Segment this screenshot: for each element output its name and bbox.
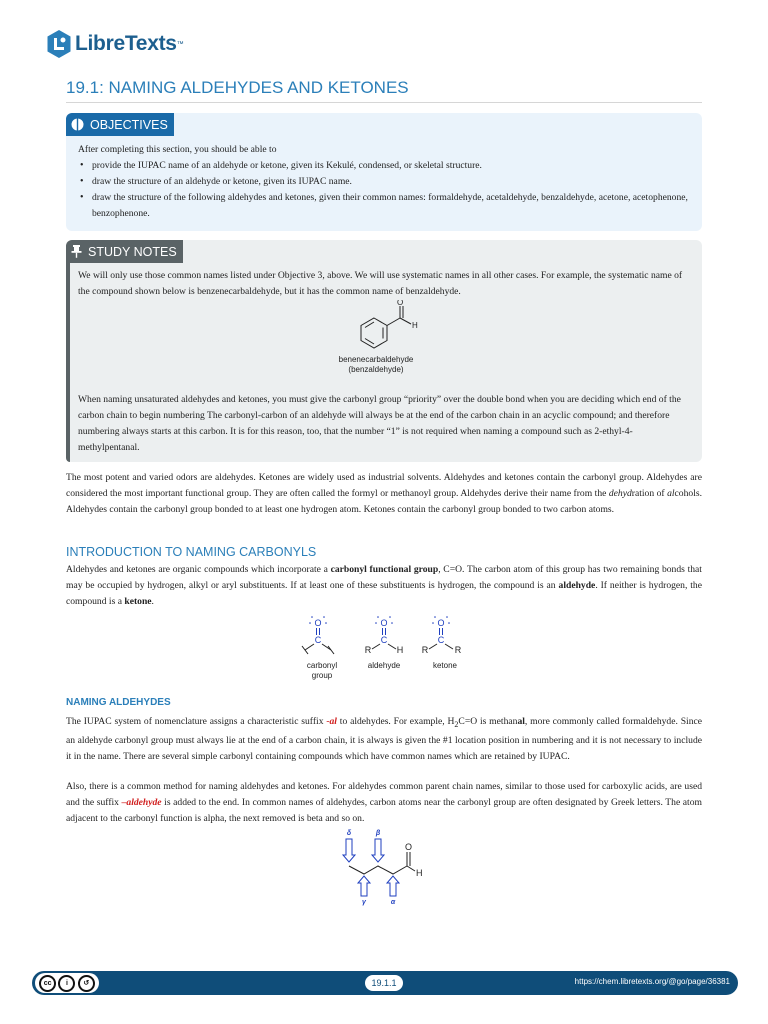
atom-hydrogen: H [396, 645, 404, 655]
down-arrow-icon [343, 839, 355, 862]
benzaldehyde-structure [78, 300, 690, 392]
study-notes-paragraph: We will only use those common names listed under Objective 3, above. We will use systematic names in all other cases. For example, the systematic name of the compound shown below is benzenecarbaldehyde, but it has the common name of benzaldehyde. [78, 270, 683, 297]
page-title: 19.1: NAMING ALDEHYDES AND KETONES [66, 78, 702, 103]
logo-wordmark: LibreTexts [75, 32, 177, 55]
logo-trademark: ™ [176, 40, 184, 48]
atom-hydrogen: H [416, 868, 423, 878]
greek-letter-chain-figure [336, 826, 436, 908]
atom-r: R [454, 645, 462, 655]
attribution-icon: i [58, 975, 75, 992]
figure-caption: (benzaldehyde) [348, 365, 404, 374]
page-footer [32, 971, 738, 995]
atom-carbon: C [380, 635, 388, 645]
objectives-icon [71, 118, 84, 131]
beta-label: β [375, 830, 381, 837]
share-alike-icon: ↺ [78, 975, 95, 992]
objectives-title: OBJECTIVES [90, 117, 168, 132]
body-paragraph: Aldehydes and ketones are organic compounds which incorporate a carbonyl functional group, C=O. The carbon atom of this group has two remaining bonds that may be occupied by hydrogen, alkyl or aryl substituents. If at least one of these substituents is hydrogen, the compound is an aldehyde. If neither is hydrogen, the compound is a ketone. [66, 564, 702, 607]
atom-hydrogen: H [412, 321, 418, 330]
objectives-list [78, 158, 690, 222]
section-heading: INTRODUCTION TO NAMING CARBONYLS [66, 545, 317, 559]
objectives-header [66, 113, 174, 136]
figure-label: group [311, 671, 333, 680]
delta-label: δ [346, 830, 352, 837]
carbonyl-figure [290, 612, 480, 684]
objectives-box [66, 113, 702, 231]
list-item: • draw the structure of the following aldehydes and ketones, given their common names: formaldehyde, acetaldehyde, benzaldehyde, acetone, acetophenone, benzophenone. [78, 190, 690, 222]
alpha-label: α [390, 899, 396, 906]
atom-r: R [364, 645, 372, 655]
atom-oxygen: O [380, 618, 388, 628]
libretexts-logo-icon [46, 29, 72, 59]
body-paragraph: The most potent and varied odors are aldehydes. Ketones are widely used as industrial solvents. Aldehydes and ketones contain the carbonyl group. Aldehydes are considered the most important functional group. They are often called the formyl or methanoyl group. Aldehydes derive their name from the dehydration of alcohols. Aldehydes contain the carbonyl group bonded to at least one hydrogen atom. Ketones contain the carbonyl group bonded to two carbon atoms. [66, 472, 702, 515]
atom-r: R [421, 645, 429, 655]
list-item: • draw the structure of an aldehyde or ketone, given its IUPAC name. [78, 174, 690, 190]
atom-carbon: C [437, 635, 445, 645]
study-notes-box [66, 240, 702, 462]
study-notes-edge [66, 263, 70, 462]
page-url-link[interactable]: https://chem.libretexts.org/@go/page/36381 [574, 977, 730, 986]
atom-oxygen: O [405, 842, 413, 852]
figure-caption: benenecarbaldehyde [338, 355, 414, 364]
study-notes-title: STUDY NOTES [88, 244, 177, 259]
libretexts-logo[interactable] [46, 26, 184, 62]
body-paragraph: Also, there is a common method for naming aldehydes and ketones. For aldehydes common parent chain names, similar to those used for carboxylic acids, are used and the suffix –aldehyde is added to the end. In common names of aldehydes, carbon atoms near the carbonyl group are often designated by Greek letters. The atom adjacent to the carbonyl function is alpha, the next removed is beta and so on. [66, 781, 702, 824]
objectives-intro: After completing this section, you should be able to [78, 144, 277, 155]
atom-oxygen: O [314, 618, 322, 628]
atom-oxygen: O [397, 300, 404, 307]
gamma-label: γ [362, 899, 366, 906]
down-arrow-icon [372, 839, 384, 862]
figure-label: carbonyl [306, 661, 338, 670]
page-number: 19.1.1 [365, 975, 403, 991]
up-arrow-icon [387, 876, 399, 896]
atom-oxygen: O [437, 618, 445, 628]
pin-icon [71, 245, 82, 258]
study-notes-paragraph: When naming unsaturated aldehydes and ketones, you must give the carbonyl group “priority” over the double bond when you are deciding which end of the carbon chain to begin numbering The carbonyl-carbon of an aldehyde will always be at the end of the carbon chain in an acyclic compound; and therefore numbering always starts at this carbon. It is for this reason, too, that the number “1” is not required when naming a compound such as 2-ethyl-4-methylpentanal. [78, 394, 681, 453]
study-notes-header [66, 240, 183, 263]
figure-label: ketone [432, 661, 458, 670]
atom-carbon: C [314, 635, 322, 645]
creative-commons-license-badge[interactable] [35, 973, 99, 993]
body-paragraph: The IUPAC system of nomenclature assigns a characteristic suffix -al to aldehydes. For example, $H_2C=O$ is methanal, more commonly called formaldehyde. Since an aldehyde carbonyl group must always lie at the end of a carbon chain, it is always is given the #1 location position in numbering and it is not necessary to include it in the name. There are several simple carbonyl containing compounds which have common names which are retained by IUPAC. [66, 716, 703, 762]
cc-icon: cc [39, 975, 56, 992]
figure-label: aldehyde [367, 661, 401, 670]
subsection-heading: NAMING ALDEHYDES [66, 697, 171, 708]
up-arrow-icon [358, 876, 370, 896]
list-item: • provide the IUPAC name of an aldehyde or ketone, given its Kekulé, condensed, or skeletal structure. [78, 158, 690, 174]
